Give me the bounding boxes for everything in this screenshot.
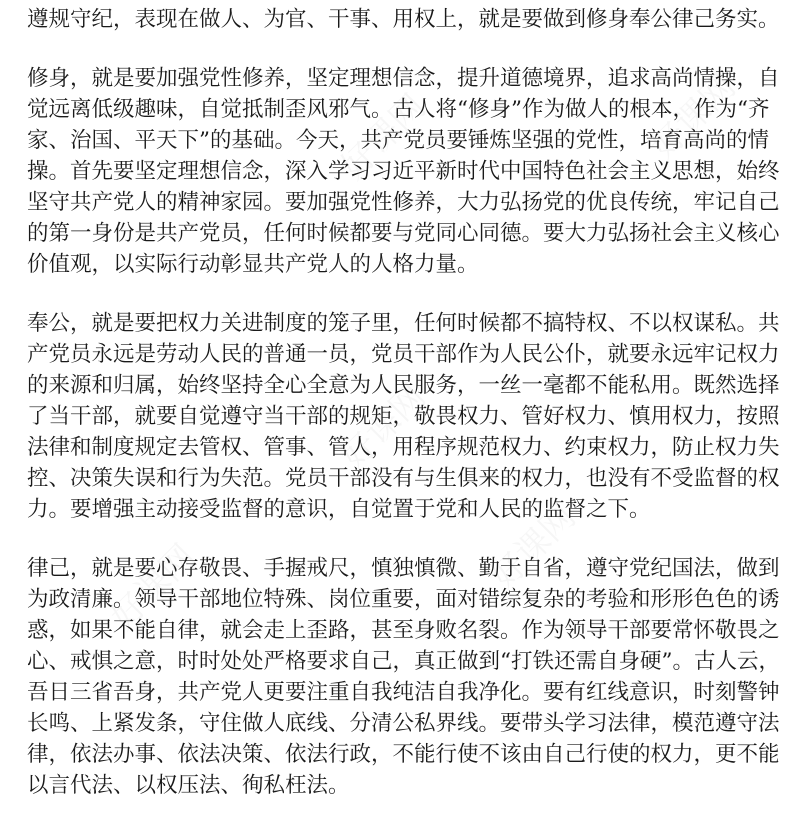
paragraph-intro [27, 4, 787, 35]
text-line: 惑，如果不能自律，就会走上歪路，甚至身败名裂。作为领导干部要常怀敬畏之 [27, 618, 780, 643]
paragraph-fenggong [27, 308, 787, 525]
text-line: 觉远离低级趣味，自觉抵制歪风邪气。古人将“修身”作为做人的根本，作为“齐 [27, 97, 770, 122]
text-line: 为政清廉。领导干部地位特殊、岗位重要，面对错综复杂的考验和形形色色的诱 [27, 587, 780, 612]
paragraph-xiushen [27, 63, 787, 280]
text-line: 产党员永远是劳动人民的普通一员，党员干部作为人民公仆，就要永远牢记权力 [27, 342, 780, 367]
text-line: 的第一身份是共产党员，任何时候都要与党同心同德。要大力弘扬社会主义核心 [27, 221, 780, 246]
text-line: 法律和制度规定去管权、管事、管人，用程序规范权力、约束权力，防止权力失 [27, 435, 780, 460]
text-line: 力。要增强主动接受监督的意识，自觉置于党和人民的监督之下。 [27, 497, 651, 522]
text-line: 以言代法、以权压法、徇私枉法。 [27, 773, 350, 798]
text-line: 律，依法办事、依法决策、依法行政，不能行使不该由自己行使的权力，更不能 [27, 742, 780, 767]
text-line: 家、治国、平天下”的基础。今天，共产党员要锤炼坚强的党性，培育高尚的情 [27, 128, 769, 153]
paragraph-lvji [27, 553, 787, 801]
text-line: 长鸣、上紧发条，守住做人底线、分清公私界线。要带头学习法律，模范遵守法 [27, 711, 780, 736]
text-line: 心、戒惧之意，时时处处严格要求自己，真正做到“打铁还需自身硬”。古人云， [27, 649, 780, 674]
text-line: 了当干部，就要自觉遵守当干部的规矩，敬畏权力、管好权力、慎用权力，按照 [27, 404, 780, 429]
text-line: 操。首先要坚定理想信念，深入学习习近平新时代中国特色社会主义思想，始终 [27, 159, 780, 184]
text-line: 奉公，就是要把权力关进制度的笼子里，任何时候都不搞特权、不以权谋私。共 [27, 311, 780, 336]
text-line: 律己，就是要心存敬畏、手握戒尺，慎独慎微、勤于自省，遵守党纪国法，做到 [27, 556, 780, 581]
text-line: 修身，就是要加强党性修养，坚定理想信念，提升道德境界，追求高尚情操，自 [27, 66, 780, 91]
text-line: 坚守共产党人的精神家园。要加强党性修养，大力弘扬党的优良传统，牢记自己 [27, 190, 780, 215]
text-line: 遵规守纪，表现在做人、为官、干事、用权上，就是要做到修身奉公律己务实。 [27, 7, 780, 32]
text-line: 的来源和归属，始终坚持全心全意为人民服务，一丝一毫都不能私用。既然选择 [27, 373, 780, 398]
document-body [27, 4, 787, 829]
text-line: 价值观，以实际行动彰显共产党人的人格力量。 [27, 252, 479, 277]
text-line: 控、决策失误和行为失范。党员干部没有与生俱来的权力，也没有不受监督的权 [27, 466, 780, 491]
text-line: 吾日三省吾身，共产党人更要注重自我纯洁自我净化。要有红线意识，时刻警钟 [27, 680, 780, 705]
